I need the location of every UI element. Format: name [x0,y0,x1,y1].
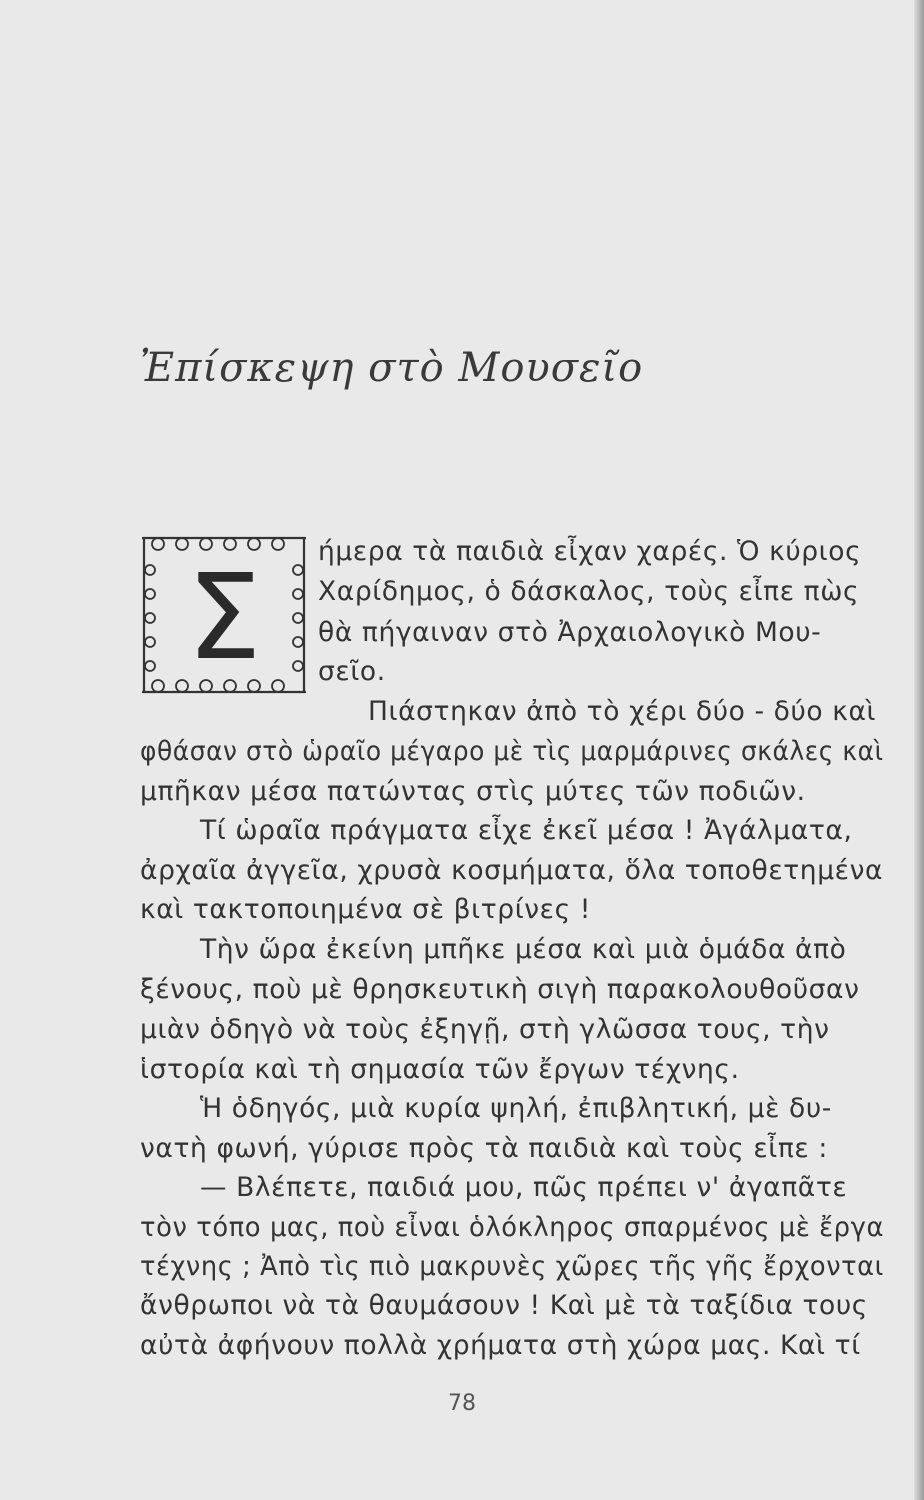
text-line: τὸν τόπο μας, ποὺ εἶναι ὁλόκληρος σπαρμένος μὲ ἔργα [140,1212,885,1243]
text-line: αὐτὰ ἀφήνουν πολλὰ χρήματα στὴ χώρα μας. Καὶ τί [140,1330,861,1361]
drop-cap-ornament [138,530,310,700]
text-line: ἱστορία καὶ τὴ σημασία τῶν ἔργων τέχνης. [140,1054,740,1085]
text-line: φθάσαν στὸ ὡραῖο μέγαρο μὲ τὶς μαρμάρινες σκάλες καὶ [140,736,884,767]
text-line: ήμερα τὰ παιδιὰ εἶχαν χαρές. Ὁ κύριος [318,536,862,567]
text-line: — Βλέπετε, παιδιά μου, πῶς πρέπει ν' ἀγαπᾶτε [200,1172,848,1203]
drop-cap-letter: Σ [186,548,262,686]
text-line: μιὰν ὁδηγὸ νὰ τοὺς ἐξηγῇ, στὴ γλῶσσα τους, τὴν [140,1014,830,1045]
text-line: ἀρχαῖα ἀγγεῖα, χρυσὰ κοσμήματα, ὅλα τοποθετημένα [140,855,884,886]
text-line: μπῆκαν μέσα πατώντας στὶς μύτες τῶν ποδιῶν. [140,776,806,807]
page-edge [914,0,924,1500]
text-line: ξένους, ποὺ μὲ θρησκευτικὴ σιγὴ παρακολουθοῦσαν [140,974,860,1005]
text-line: Πιάστηκαν ἀπὸ τὸ χέρι δύο - δύο καὶ [368,696,877,727]
page-number: 78 [448,1391,476,1416]
text-line: καὶ τακτοποιημένα σὲ βιτρίνες ! [140,894,591,925]
text-line: ἄνθρωποι νὰ τὰ θαυμάσουν ! Καὶ μὲ τὰ ταξίδια τους [140,1290,868,1321]
chapter-title: Ἐπίσκεψη στὸ Μουσεῖο [140,345,644,391]
text-line: σεῖο. [318,656,386,687]
text-line: τέχνης ; Ἀπὸ τὶς πιὸ μακρυνὲς χῶρες τῆς γῆς ἔρχονται [140,1251,884,1282]
text-line: θὰ πήγαιναν στὸ Ἀρχαιολογικὸ Μου- [318,617,822,648]
text-line: Χαρίδημος, ὁ δάσκαλος, τοὺς εἶπε πὼς [318,576,860,607]
text-line: Ἡ ὁδηγός, μιὰ κυρία ψηλή, ἐπιβλητική, μὲ δυ- [200,1093,832,1124]
text-line: Τὴν ὥρα ἐκείνη μπῆκε μέσα καὶ μιὰ ὁμάδα ἀπὸ [200,934,847,965]
text-line: Τί ὡραῖα πράγματα εἶχε ἐκεῖ μέσα ! Ἀγάλματα, [200,815,853,846]
text-line: νατὴ φωνή, γύρισε πρὸς τὰ παιδιὰ καὶ τοὺς εἶπε : [140,1133,828,1164]
